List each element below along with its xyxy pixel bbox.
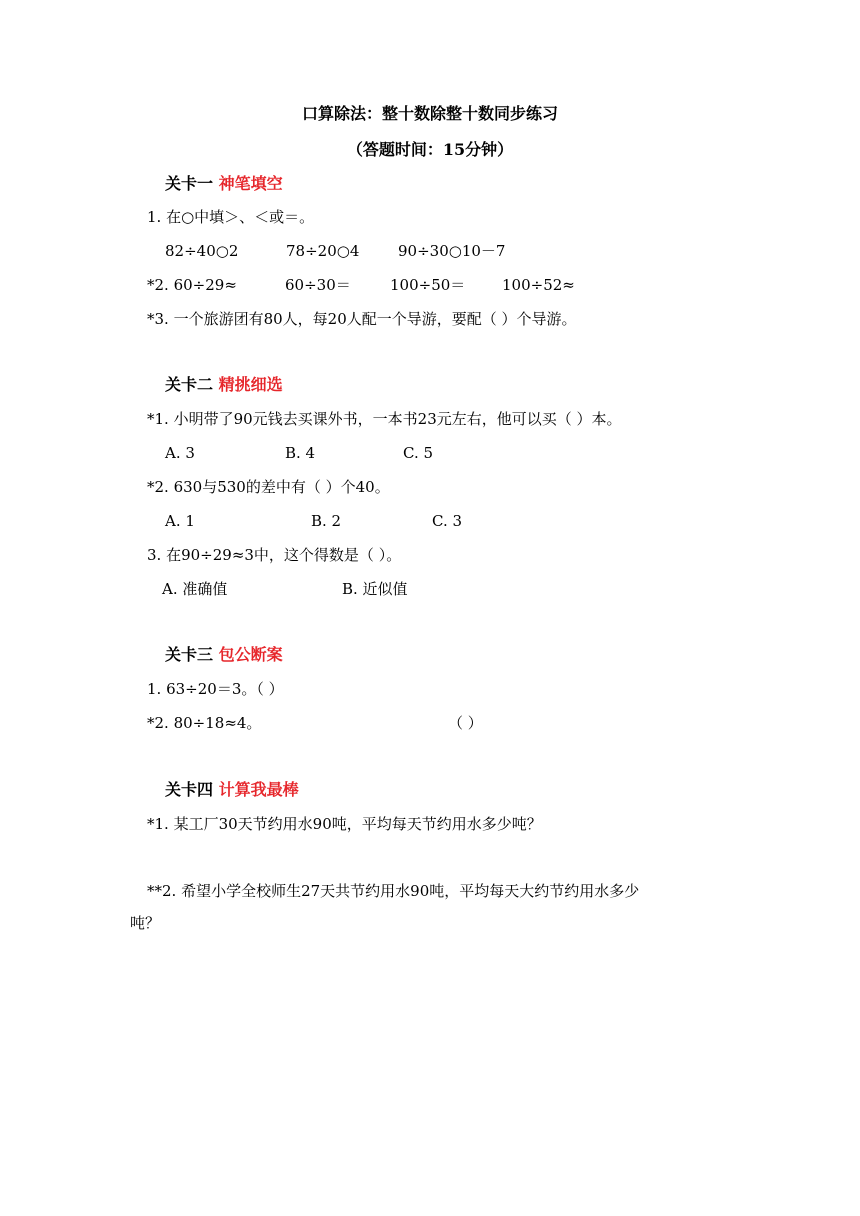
question-text-continued: 吨？ <box>130 914 161 932</box>
section-4-heading <box>165 780 299 800</box>
question-text: 1. 在○中填＞、＜或＝。 <box>147 208 315 226</box>
option: A. 3 <box>165 444 195 462</box>
option: B. 4 <box>285 444 316 462</box>
expression: *2. 60÷29≈ <box>147 276 237 294</box>
question-text: *1. 某工厂30天节约用水90吨，平均每天节约用水多少吨？ <box>147 815 542 833</box>
question-text: 3. 在90÷29≈3中，这个得数是（ ）。 <box>147 546 402 564</box>
expression: 60÷30＝ <box>285 276 351 294</box>
question-text: *3. 一个旅游团有80人，每20人配一个导游，要配（ ）个导游。 <box>147 310 577 328</box>
section-2-heading <box>165 375 283 395</box>
section-label: 关卡二 <box>165 375 214 394</box>
section-label: 关卡三 <box>165 645 214 664</box>
page-title: 口算除法：整十数除整十数同步练习 <box>301 104 558 123</box>
option: C. 5 <box>403 444 434 462</box>
section-name: 计算我最棒 <box>218 780 299 799</box>
section-name: 神笔填空 <box>218 174 283 193</box>
answer-blank: （ ） <box>448 714 483 732</box>
question-text: *1. 小明带了90元钱去买课外书，一本书23元左右，他可以买（ ）本。 <box>147 410 622 428</box>
option: C. 3 <box>432 512 463 530</box>
expression: 100÷50＝ <box>390 276 466 294</box>
page-subtitle: （答题时间：15分钟） <box>346 140 514 159</box>
option: B. 近似值 <box>342 580 408 598</box>
question-text: 1. 63÷20＝3。（ ） <box>147 680 284 698</box>
question-text: *2. 630与530的差中有（ ）个40。 <box>147 478 390 496</box>
option: A. 准确值 <box>162 580 228 598</box>
section-name: 包公断案 <box>218 645 283 664</box>
expression: 82÷40○2 <box>165 242 239 260</box>
expression: 78÷20○4 <box>286 242 360 260</box>
question-text: *2. 80÷18≈4。 <box>147 714 262 732</box>
option: B. 2 <box>311 512 342 530</box>
section-1-heading <box>165 174 283 194</box>
expression: 100÷52≈ <box>502 276 575 294</box>
expression: 90÷30○10－7 <box>398 242 506 260</box>
section-label: 关卡一 <box>165 174 214 193</box>
section-3-heading <box>165 645 283 665</box>
section-name: 精挑细选 <box>218 375 283 394</box>
question-text: **2. 希望小学全校师生27天共节约用水90吨，平均每天大约节约用水多少 <box>147 882 640 900</box>
option: A. 1 <box>165 512 195 530</box>
section-label: 关卡四 <box>165 780 214 799</box>
